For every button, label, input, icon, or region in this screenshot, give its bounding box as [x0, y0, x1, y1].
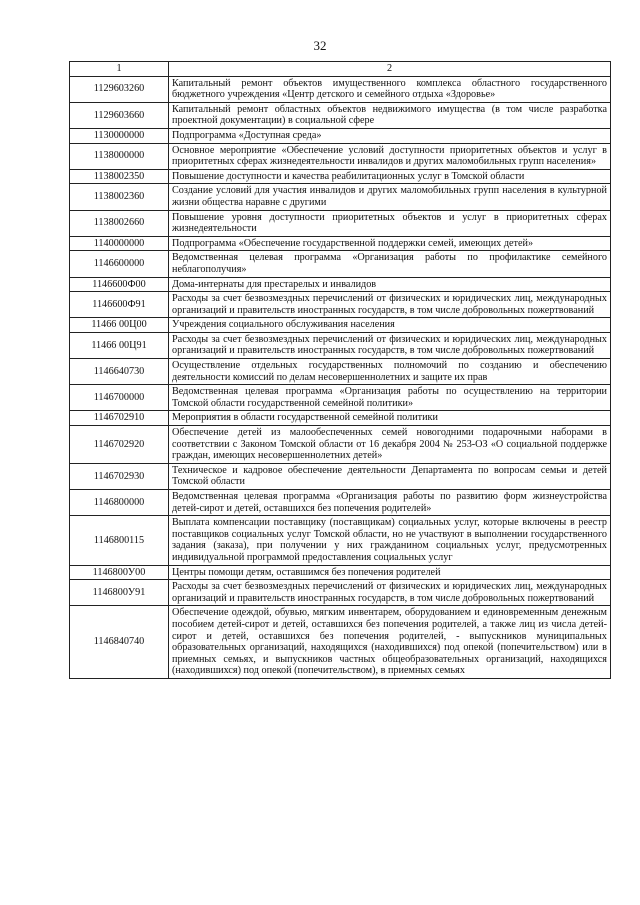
row-code: 1129603660	[70, 102, 169, 128]
table-row	[70, 184, 611, 210]
row-description: Расходы за счет безвозмездных перечислений от физических и юридических лиц, международных организаций и правительств иностранных государств, в том числе добровольных пожертвований	[169, 292, 611, 318]
table-row	[70, 411, 611, 426]
row-code: 1146702920	[70, 426, 169, 464]
table-row	[70, 490, 611, 516]
table-header-row	[70, 62, 611, 77]
row-code: 1146702930	[70, 463, 169, 489]
column-header-code: 1	[70, 62, 169, 77]
row-code: 1146600000	[70, 251, 169, 277]
row-description: Ведомственная целевая программа «Организация работы по осуществлению на территории Томской области государственной семейной политики»	[169, 385, 611, 411]
row-code: 1129603260	[70, 76, 169, 102]
table-row	[70, 277, 611, 292]
table-row	[70, 606, 611, 679]
row-description: Повышение доступности и качества реабилитационных услуг в Томской области	[169, 169, 611, 184]
row-code: 11466 00Ц00	[70, 318, 169, 333]
table-row	[70, 565, 611, 580]
row-description: Мероприятия в области государственной семейной политики	[169, 411, 611, 426]
table-row	[70, 128, 611, 143]
row-description: Выплата компенсации поставщику (поставщикам) социальных услуг, которые включены в реестр поставщиков социальных услуг Томской области, но не участвуют в выполнении государственного задания (заказа), при получении у них гражданином социальных услуг, предусмотренных индивидуальной программой предоставления социальных услуг	[169, 516, 611, 565]
row-description: Ведомственная целевая программа «Организация работы по профилактике семейного неблагополучия»	[169, 251, 611, 277]
row-code: 1146800115	[70, 516, 169, 565]
table-row	[70, 516, 611, 565]
table-row	[70, 292, 611, 318]
row-description: Обеспечение детей из малообеспеченных семей новогодними подарочными наборами в соответствии с Законом Томской области от 16 декабря 2004 № 253-ОЗ «О социальной поддержке граждан, имеющих несовершеннолетних детей»	[169, 426, 611, 464]
row-description: Ведомственная целевая программа «Организация работы по развитию форм жизнеустройства детей-сирот и детей, оставшихся без попечения родителей»	[169, 490, 611, 516]
row-code: 1146600Ф00	[70, 277, 169, 292]
page-number: 32	[313, 38, 327, 53]
row-code: 1146640730	[70, 359, 169, 385]
table-row	[70, 76, 611, 102]
budget-classification-table	[69, 61, 610, 679]
row-description: Расходы за счет безвозмездных перечислений от физических и юридических лиц, международных организаций и правительств иностранных государств, в том числе добровольных пожертвований	[169, 332, 611, 358]
row-description: Капитальный ремонт областных объектов недвижимого имущества (в том числе разработка проектной документации) в социальной сфере	[169, 102, 611, 128]
row-description: Техническое и кадровое обеспечение деятельности Департамента по вопросам семьи и детей Томской области	[169, 463, 611, 489]
row-code: 1146800000	[70, 490, 169, 516]
table-row	[70, 251, 611, 277]
row-code: 1138002350	[70, 169, 169, 184]
row-description: Расходы за счет безвозмездных перечислений от физических и юридических лиц, международных организаций и правительств иностранных государств, в том числе добровольных пожертвований	[169, 580, 611, 606]
table-row	[70, 143, 611, 169]
row-code: 1146700000	[70, 385, 169, 411]
row-code: 1130000000	[70, 128, 169, 143]
row-description: Дома-интернаты для престарелых и инвалидов	[169, 277, 611, 292]
table-row	[70, 426, 611, 464]
table-row	[70, 332, 611, 358]
table-row	[70, 385, 611, 411]
row-description: Центры помощи детям, оставшимся без попечения родителей	[169, 565, 611, 580]
row-code: 1138002660	[70, 210, 169, 236]
row-code: 1146840740	[70, 606, 169, 679]
row-description: Учреждения социального обслуживания населения	[169, 318, 611, 333]
row-code: 1146702910	[70, 411, 169, 426]
table-row	[70, 580, 611, 606]
row-code: 11466 00Ц91	[70, 332, 169, 358]
row-description: Капитальный ремонт объектов имущественного комплекса областного государственного бюджетного учреждения «Центр детского и семейного отдыха «Здоровье»	[169, 76, 611, 102]
row-description: Создание условий для участия инвалидов и других маломобильных групп населения в культурной жизни общества наравне с другими	[169, 184, 611, 210]
table-row	[70, 210, 611, 236]
row-description: Подпрограмма «Доступная среда»	[169, 128, 611, 143]
table-row	[70, 169, 611, 184]
row-code: 1146800У00	[70, 565, 169, 580]
row-code: 1146800У91	[70, 580, 169, 606]
row-code: 1140000000	[70, 236, 169, 251]
table-row	[70, 102, 611, 128]
table-row	[70, 236, 611, 251]
row-description: Повышение уровня доступности приоритетных объектов и услуг в приоритетных сферах жизнедеятельности	[169, 210, 611, 236]
row-description: Основное мероприятие «Обеспечение условий доступности приоритетных объектов и услуг в приоритетных сферах жизнедеятельности инвалидов и других маломобильных групп населения»	[169, 143, 611, 169]
row-description: Подпрограмма «Обеспечение государственной поддержки семей, имеющих детей»	[169, 236, 611, 251]
row-code: 1138002360	[70, 184, 169, 210]
table-row	[70, 318, 611, 333]
row-code: 1138000000	[70, 143, 169, 169]
row-description: Обеспечение одеждой, обувью, мягким инвентарем, оборудованием и единовременным денежным пособием детей-сирот и детей, оставшихся без попечения родителей, а также лиц из числа детей-сирот и детей, оставшихся без попечения родителей, - выпускников муниципальных образовательных организаций, находящихся (находившихся) под опекой (попечительством) или в приемных семьях, и выпускников частных общеобразовательных организаций, находящихся (находившихся) под опекой (попечительством), в приемных семьях	[169, 606, 611, 679]
table-row	[70, 463, 611, 489]
row-description: Осуществление отдельных государственных полномочий по созданию и обеспечению деятельности комиссий по делам несовершеннолетних и защите их прав	[169, 359, 611, 385]
row-code: 1146600Ф91	[70, 292, 169, 318]
table-row	[70, 359, 611, 385]
column-header-name: 2	[169, 62, 611, 77]
